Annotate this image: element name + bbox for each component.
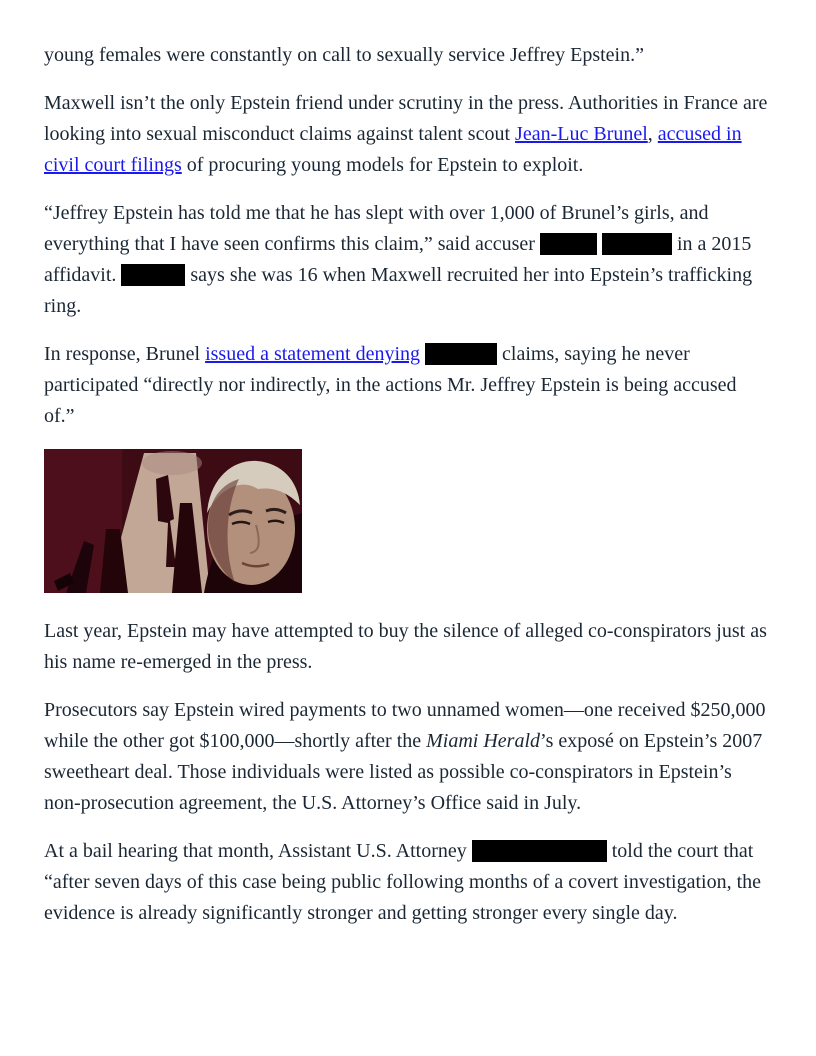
redaction-bar (602, 233, 672, 255)
article-paragraph (44, 88, 772, 181)
distant-models-blur (142, 451, 202, 475)
article-paragraph (44, 339, 772, 432)
inline-link[interactable]: issued a statement denying (205, 343, 421, 365)
article-paragraph (44, 695, 772, 819)
article-paragraph (44, 40, 772, 71)
text-run: In response, Brunel (44, 343, 206, 365)
text-run: young females were constantly on call to sexually service Jeffrey Epstein.” (44, 44, 644, 66)
text-run: in a 2015 affidavit. (44, 233, 752, 286)
redaction-bar (540, 233, 597, 255)
epstein-face-group (204, 461, 302, 593)
article-image-figure (44, 449, 302, 593)
article-paragraph (44, 198, 772, 322)
inline-link[interactable]: Jean-Luc Brunel (515, 123, 648, 145)
text-run: told the court that “after seven days of this case being public following months of a covert investigation, the evidence is already significantly stronger and getting stronger every single day. (44, 840, 762, 924)
text-run: Prosecutors say Epstein wired payments to two unnamed women—one received $250,000 while the other got $100,000—shortly after the (44, 699, 766, 752)
article-paragraph (44, 616, 772, 678)
text-run: Maxwell isn’t the only Epstein friend under scrutiny in the press. Authorities in France are looking into sexual misconduct claims against talent scout (44, 92, 768, 145)
text-run: , (647, 123, 658, 145)
text-run: At a bail hearing that month, Assistant U.S. Attorney (44, 840, 472, 862)
text-run: “Jeffrey Epstein has told me that he has slept with over 1,000 of Brunel’s girls, and everything that I have seen confirms this claim,” said accuser (44, 202, 709, 255)
epstein-runway-photo (44, 449, 302, 593)
italic-text: Miami Herald (426, 730, 541, 752)
article-body (44, 40, 772, 929)
text-run: Last year, Epstein may have attempted to buy the silence of alleged co-conspirators just as his name re-emerged in the press. (44, 620, 767, 673)
text-run: ’s exposé on Epstein’s 2007 sweetheart deal. Those individuals were listed as possible co-conspirators in Epstein’s non-prosecution agreement, the U.S. Attorney’s Office said in July. (44, 730, 763, 814)
redaction-bar (121, 264, 185, 286)
redaction-bar (425, 343, 497, 365)
redaction-bar (472, 840, 607, 862)
inline-link[interactable]: accused in civil court filings (44, 123, 742, 176)
text-run: says she was 16 when Maxwell recruited her into Epstein’s trafficking ring. (44, 264, 753, 317)
text-run: of procuring young models for Epstein to exploit. (181, 154, 584, 176)
text-run: claims, saying he never participated “directly nor indirectly, in the actions Mr. Jeffrey Epstein is being accused of.” (44, 343, 737, 427)
article-paragraph (44, 836, 772, 929)
